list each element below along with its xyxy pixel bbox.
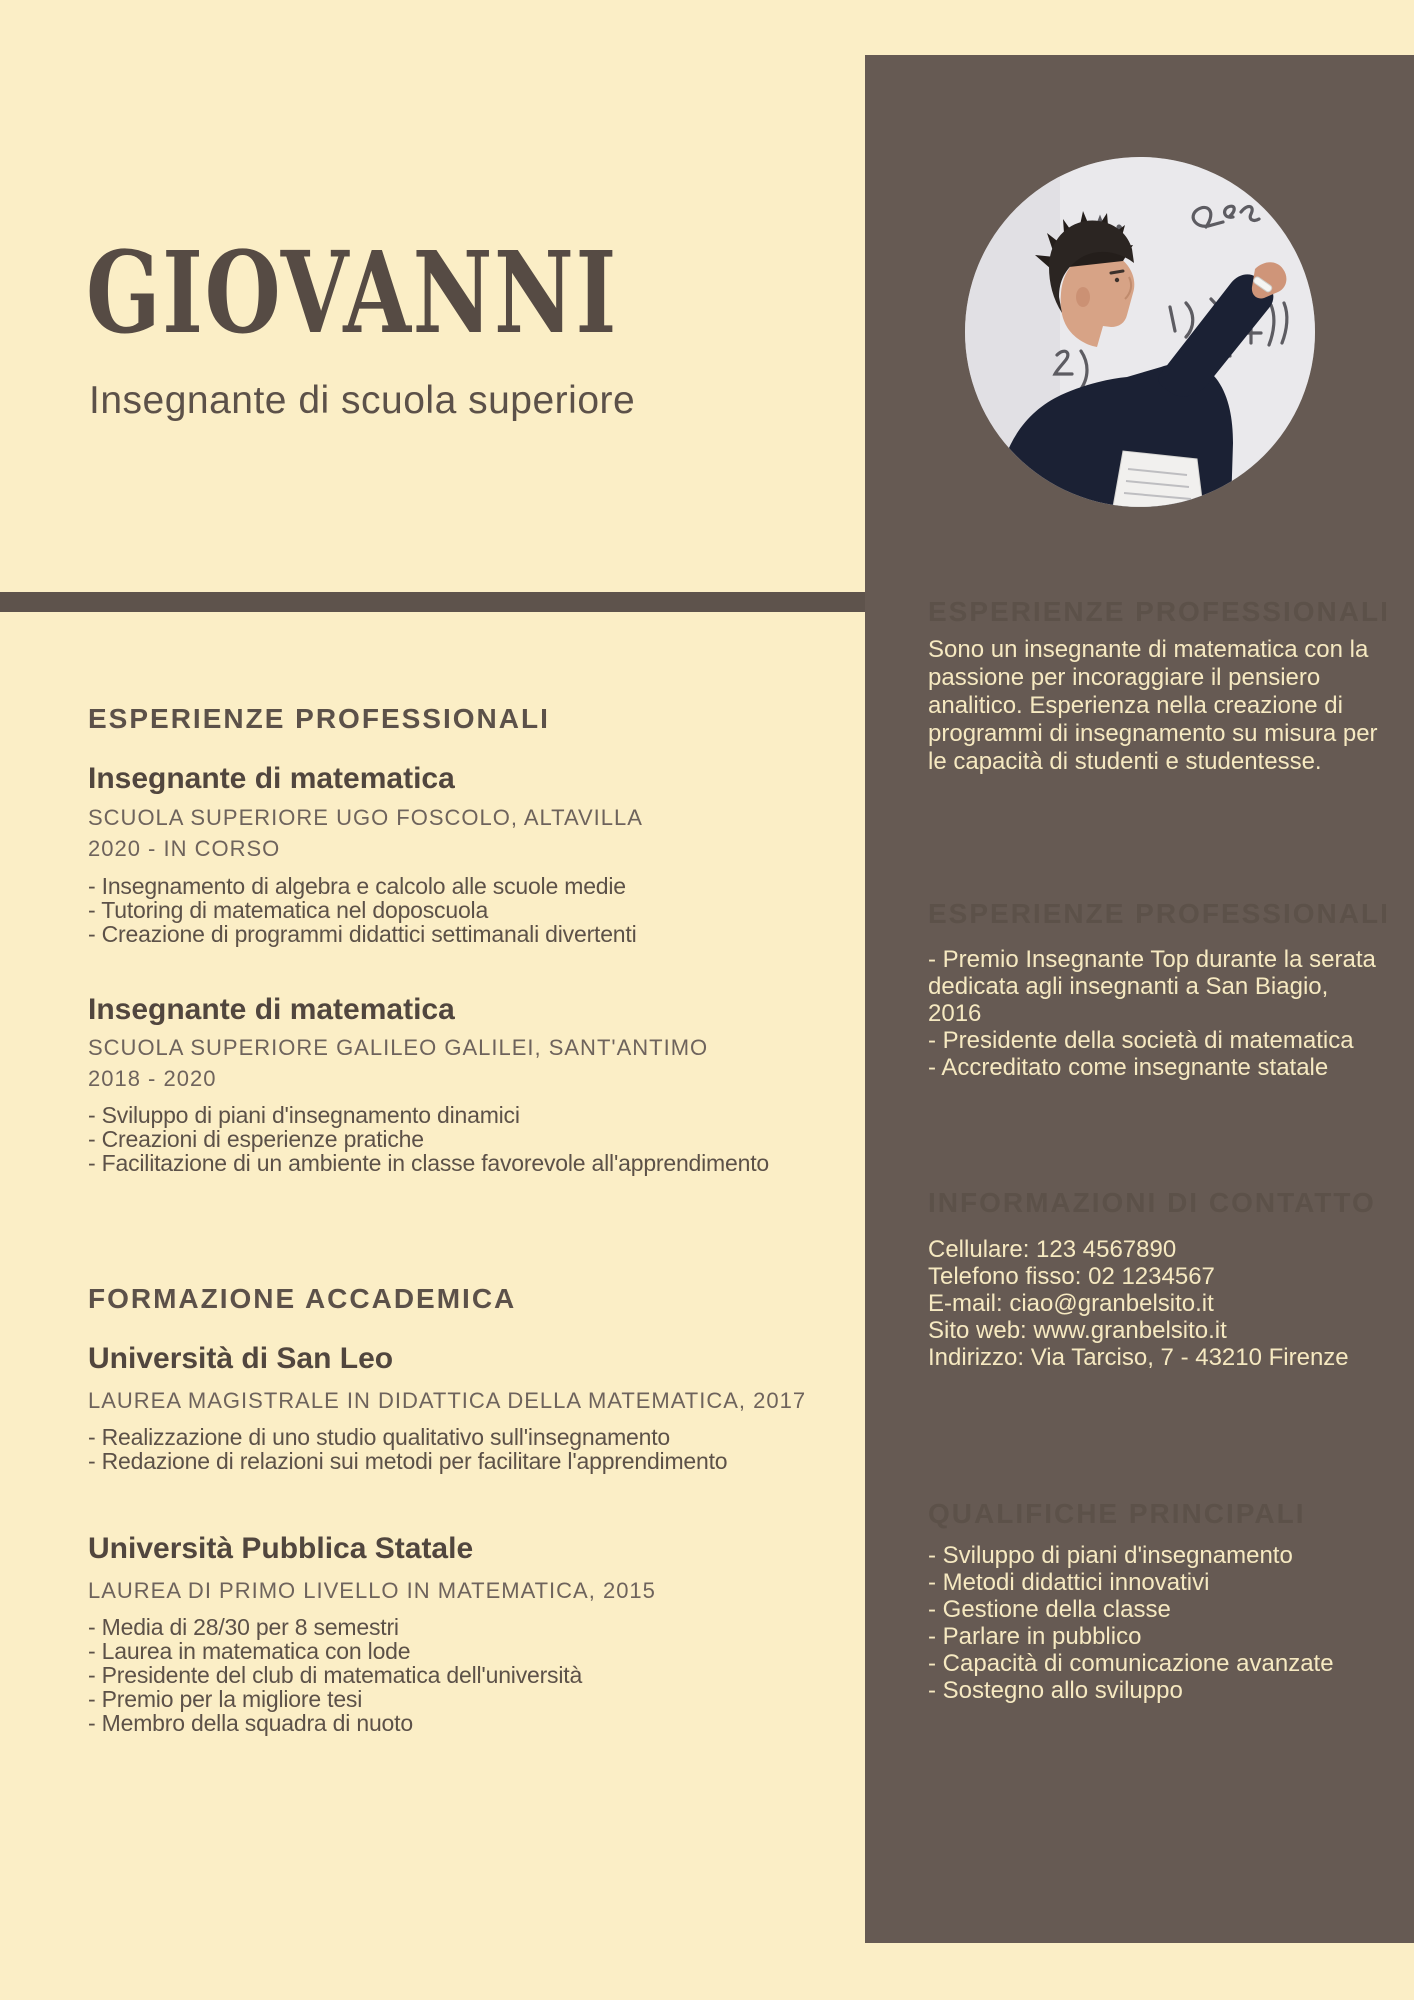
education-heading: FORMAZIONE ACCADEMICA (88, 1283, 517, 1314)
school2-bullet: - Media di 28/30 per 8 semestri (88, 1614, 399, 1640)
left-experience-heading: ESPERIENZE PROFESSIONALI (88, 703, 550, 734)
school1-bullets (88, 1425, 860, 1473)
school1-name: Università di San Leo (88, 1342, 394, 1375)
job1-bullets (88, 874, 860, 946)
contact-phone: Telefono fisso: 02 1234567 (928, 1263, 1215, 1290)
job1-dates: 2020 - IN CORSO (88, 836, 281, 861)
skills-bullet: - Metodi didattici innovativi (928, 1569, 1210, 1596)
ear (1076, 287, 1090, 307)
profile-heading: ESPERIENZE PROFESSIONALI (928, 596, 1390, 627)
job1-bullet: - Creazione di programmi didattici settimanali divertenti (88, 921, 637, 947)
school2-bullet: - Premio per la migliore tesi (88, 1686, 363, 1712)
contact-heading: INFORMAZIONI DI CONTATTO (928, 1187, 1376, 1218)
person-name: GIOVANNI (86, 228, 618, 359)
job2-role: Insegnante di matematica (88, 993, 455, 1026)
school2-bullet: - Presidente del club di matematica dell'università (88, 1662, 583, 1688)
school2-name: Università Pubblica Statale (88, 1532, 474, 1565)
contact-lines (928, 1236, 1380, 1371)
skills-heading: QUALIFICHE PRINCIPALI (928, 1498, 1306, 1529)
awards-heading: ESPERIENZE PROFESSIONALI (928, 898, 1390, 929)
job1-bullet: - Tutoring di matematica nel doposcuola (88, 897, 489, 923)
awards-bullet: - Premio Insegnante Top durante la serata dedicata agli insegnanti a San Biagio, 2016 (928, 946, 1376, 1027)
school1-degree: LAUREA MAGISTRALE IN DIDATTICA DELLA MATEMATICA, 2017 (88, 1388, 807, 1413)
job1-bullet: - Insegnamento di algebra e calcolo alle scuole medie (88, 873, 626, 899)
school2-bullets (88, 1615, 860, 1735)
person-job-title: Insegnante di scuola superiore (89, 379, 636, 422)
job1-school-dates (88, 802, 860, 864)
contact-website: Sito web: www.granbelsito.it (928, 1317, 1227, 1344)
skills-bullet: - Capacità di comunicazione avanzate (928, 1650, 1334, 1677)
contact-address: Indirizzo: Via Tarciso, 7 - 43210 Firenze (928, 1344, 1349, 1371)
job2-school: SCUOLA SUPERIORE GALILEO GALILEI, SANT'ANTIMO (88, 1035, 709, 1060)
skills-bullet: - Gestione della classe (928, 1596, 1171, 1623)
profile-photo-image (965, 157, 1315, 507)
school2-bullet: - Membro della squadra di nuoto (88, 1710, 413, 1736)
job1-school: SCUOLA SUPERIORE UGO FOSCOLO, ALTAVILLA (88, 805, 643, 830)
school1-bullet: - Redazione di relazioni sui metodi per facilitare l'apprendimento (88, 1448, 728, 1474)
job1-role: Insegnante di matematica (88, 762, 455, 795)
job2-bullet: - Creazioni di esperienze pratiche (88, 1126, 424, 1152)
awards-bullet: - Accreditato come insegnante statale (928, 1054, 1329, 1081)
contact-email: E-mail: ciao@granbelsito.it (928, 1290, 1214, 1317)
awards-bullet: - Presidente della società di matematica (928, 1027, 1354, 1054)
divider-bar (0, 592, 865, 612)
job2-bullet: - Sviluppo di piani d'insegnamento dinamici (88, 1102, 520, 1128)
awards-bullets (928, 946, 1380, 1081)
school1-bullet: - Realizzazione di uno studio qualitativo sull'insegnamento (88, 1424, 670, 1450)
school2-degree: LAUREA DI PRIMO LIVELLO IN MATEMATICA, 2015 (88, 1578, 656, 1603)
profile-text: Sono un insegnante di matematica con la passione per incoraggiare il pensiero analitico. Esperienza nella creazione di programmi di insegnamento su misura per le capacità di studenti e studentesse. (928, 636, 1378, 775)
school2-bullet: - Laurea in matematica con lode (88, 1638, 411, 1664)
job2-dates: 2018 - 2020 (88, 1066, 217, 1091)
job2-bullets (88, 1103, 860, 1175)
profile-photo (965, 157, 1315, 507)
skills-bullets (928, 1542, 1380, 1704)
skills-bullet: - Parlare in pubblico (928, 1623, 1142, 1650)
job2-bullet: - Facilitazione di un ambiente in classe favorevole all'apprendimento (88, 1150, 769, 1176)
contact-mobile: Cellulare: 123 4567890 (928, 1236, 1177, 1263)
skills-bullet: - Sostegno allo sviluppo (928, 1677, 1183, 1704)
skills-bullet: - Sviluppo di piani d'insegnamento (928, 1542, 1293, 1569)
job2-school-dates (88, 1032, 860, 1094)
